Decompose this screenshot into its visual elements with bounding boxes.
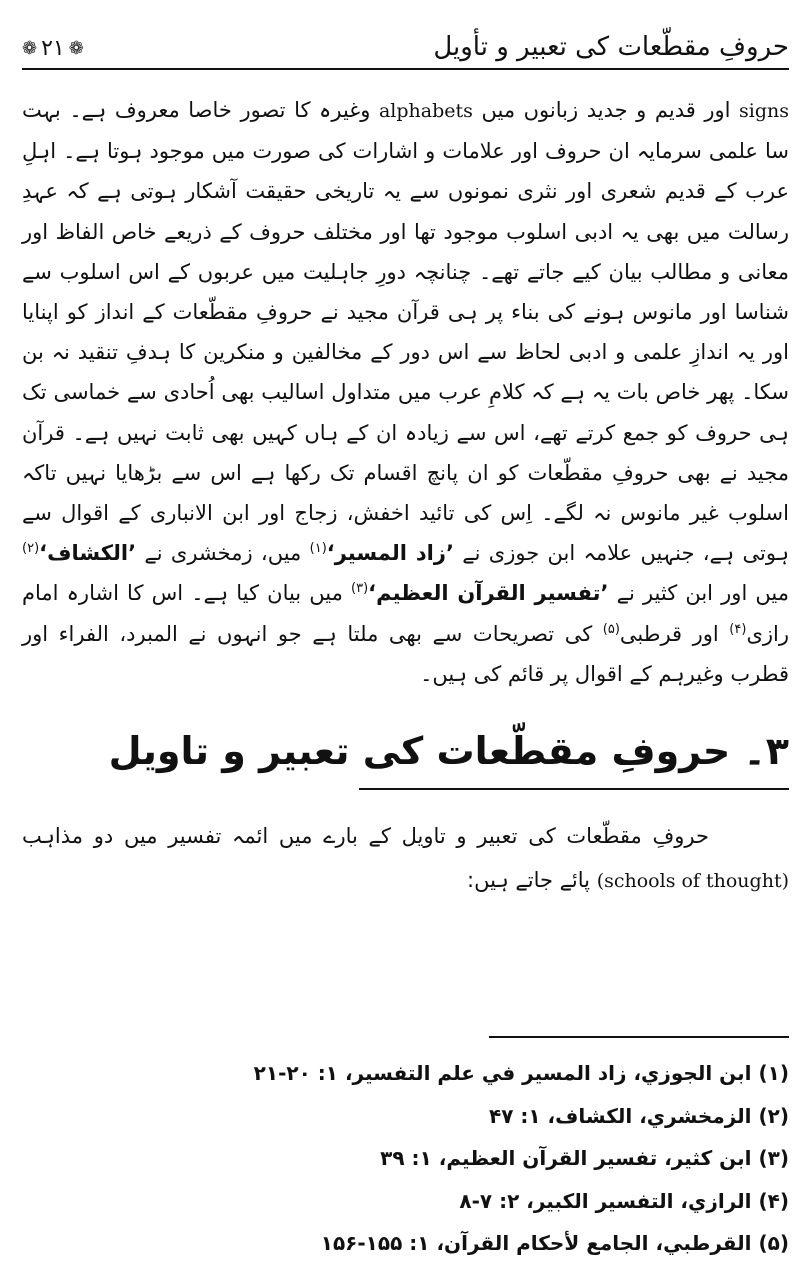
running-header-title: حروفِ مقطّعات کی تعبیر و تأویل — [433, 32, 789, 62]
footnote-ref-3: (۳) — [351, 581, 369, 597]
footnote-5: (۵) القرطبي، الجامع لأحكام القرآن، ۱: ۱۵۵-۱۵۶ — [320, 1231, 789, 1256]
running-header — [22, 18, 789, 70]
footnote-4: (۴) الرازي، التفسير الكبير، ۲: ۷-۸ — [459, 1188, 789, 1213]
ornament-left-icon: ❁ — [22, 38, 38, 59]
section-heading-rule — [359, 788, 789, 790]
document-page — [22, 18, 789, 1258]
body-text-run-6: اور قرطبی — [619, 621, 730, 646]
english-term-alphabets: alphabets — [378, 100, 473, 122]
footnote-ref-1: (۱) — [309, 541, 327, 557]
body-text-run-4: میں اور ابن کثیر نے — [608, 581, 789, 606]
footnote-separator — [489, 1036, 789, 1038]
intro-text-run-2: پائے جاتے ہیں: — [467, 868, 597, 893]
footnote-2: (۲) الزمخشري، الكشاف، ۱: ۴۷ — [488, 1103, 789, 1128]
footnote-ref-4: (۴) — [729, 621, 747, 637]
book-title-ibn-kathir: ’تفسیر القرآن العظیم‘ — [368, 581, 609, 606]
book-title-zad: ’زاد المسیر‘ — [326, 541, 454, 566]
footnote-3: (۳) ابن كثير، تفسير القرآن العظيم، ۱: ۳۹ — [380, 1146, 789, 1171]
body-text-run-2: وغیرہ کا تصور خاصا معروف ہے۔ بہت سا علمی سرمایہ ان حروف اور علامات و اشارات کی صورت میں موجود ہوتا ہے۔ اہلِ عرب کے قدیم شعری اور نثری نمونوں سے یہ تاریخی حقیقت آشکار ہوتی ہے کہ عہدِ رسالت میں بھی یہ ادبی اسلوب موجود تھا اور مختلف حروف کے ذریعے خاص الفاظ اور معانی و مطالب بیان کیے جاتے تھے۔ چنانچہ دورِ جاہلیت میں عربوں کے اس اسلوب سے شناسا اور مانوس ہونے کی بناء پر ہی قرآن مجید نے حروفِ مقطّعات کے انداز کو اپنایا اور یہ اندازِ علمی و ادبی لحاظ سے اس دور کے مخالفین و منکرین کا ہدفِ تنقید نہ بن سکا۔ پھر خاص بات یہ ہے کہ کلامِ عرب میں متداول اسالیب بھی اُحادی سے خماسی تک ہی حروف کو جمع کرتے تھے، اس سے زیادہ ان کے ہاں کہیں بھی ثابت نہیں ہے۔ قرآن مجید نے بھی حروفِ مقطّعات کو ان پانچ اقسام تک رکھا ہے اس سے بڑھایا نہیں تاکہ اسلوب غیر مانوس نہ لگے۔ اِس کی تائید اخفش، زجاج اور ابن الانباری کے اقوال سے ہوتی ہے، جنہیں علامہ ابن جوزی نے — [22, 98, 790, 566]
body-paragraph — [22, 90, 789, 694]
footnote-1: (۱) ابن الجوزي، زاد المسير في علم التفسير، ۱: ۲۰-۲۱ — [253, 1061, 789, 1085]
footnote-ref-2: (۲) — [22, 541, 40, 557]
body-text-run-5: میں بیان کیا ہے۔ اس کا اشارہ امام رازی — [22, 581, 789, 646]
footnote-ref-5: (۵) — [602, 621, 620, 637]
book-title-kashshaf: ’الکشاف‘ — [39, 541, 137, 566]
page-number-box — [22, 34, 84, 64]
body-text-run-7: کی تصریحات سے بھی ملتا ہے جو انہوں نے المبرد، الفراء اور قطرب وغیرہم کے اقوال پر قائم کی ہیں۔ — [22, 621, 789, 686]
section-heading: ۳۔ حروفِ مقطّعات کی تعبیر و تاویل — [108, 729, 789, 774]
footnotes — [22, 1052, 789, 1265]
section-intro-paragraph — [22, 814, 789, 903]
english-term-signs: signs — [739, 100, 789, 122]
ornament-right-icon: ❁ — [68, 38, 84, 59]
english-term-schools: (schools of thought) — [596, 870, 789, 893]
body-text-run-1: اور قدیم و جدید زبانوں میں — [472, 98, 740, 122]
section-heading-block — [22, 720, 789, 790]
page-number: ۲۱ — [41, 36, 65, 61]
intro-text-run-1: حروفِ مقطّعات کی تعبیر و تاویل کے بارے میں ائمہ تفسیر میں دو مذاہب — [22, 824, 709, 849]
body-text-run-3: میں، زمخشری نے — [136, 541, 310, 566]
